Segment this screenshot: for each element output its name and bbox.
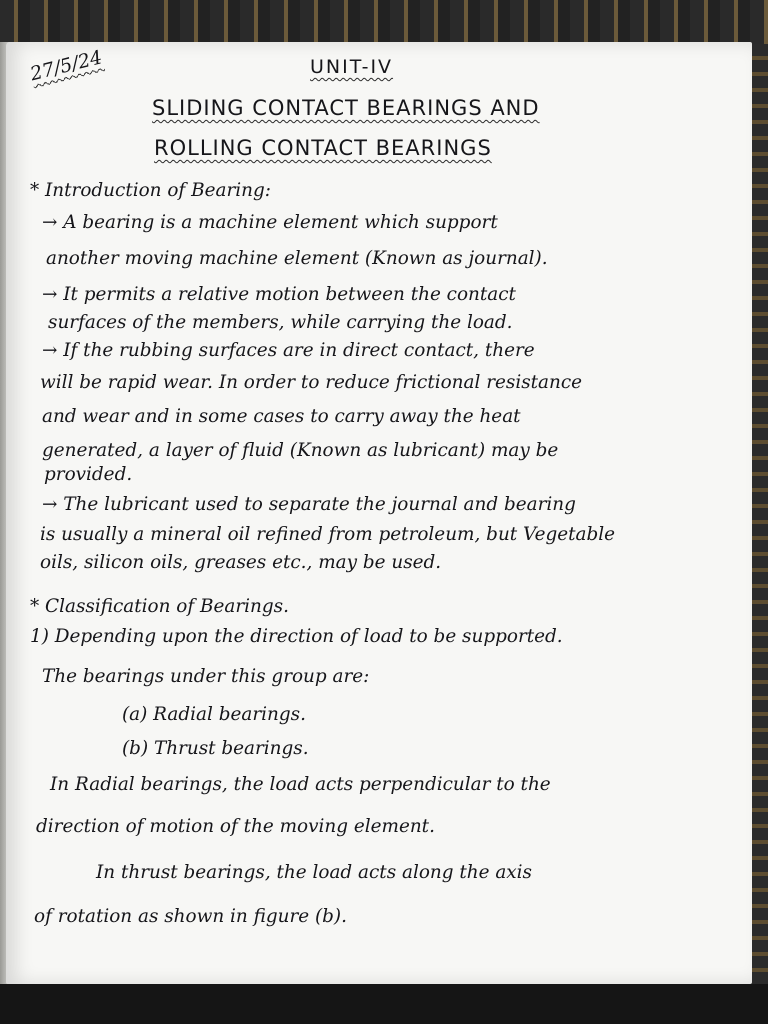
- background-bottom: [0, 984, 768, 1024]
- note-line: 1) Depending upon the direction of load to be supported.: [30, 626, 563, 647]
- note-line: In Radial bearings, the load acts perpendicular to the: [50, 774, 551, 795]
- note-line: In thrust bearings, the load acts along the axis: [96, 862, 532, 883]
- note-line: will be rapid wear. In order to reduce frictional resistance: [40, 372, 583, 393]
- note-line: another moving machine element (Known as journal).: [46, 248, 548, 269]
- fabric-background-top: [0, 0, 768, 44]
- note-line: of rotation as shown in figure (b).: [34, 906, 347, 927]
- note-line: is usually a mineral oil refined from petroleum, but Vegetable: [40, 524, 616, 545]
- section-heading-introduction: * Introduction of Bearing:: [30, 180, 271, 201]
- list-item: (b) Thrust bearings.: [122, 738, 309, 759]
- title-line-1: SLIDING CONTACT BEARINGS AND: [152, 96, 540, 120]
- note-line: and wear and in some cases to carry away the heat: [42, 406, 521, 427]
- note-line: → A bearing is a machine element which support: [42, 212, 498, 233]
- date: 27/5/24: [28, 46, 105, 86]
- note-line: direction of motion of the moving element.: [36, 816, 435, 837]
- note-line: surfaces of the members, while carrying the load.: [48, 312, 513, 333]
- section-heading-classification: * Classification of Bearings.: [30, 596, 289, 617]
- unit-heading: UNIT-IV: [310, 56, 394, 78]
- note-line: generated, a layer of fluid (Known as lubricant) may be: [42, 440, 559, 461]
- note-line: → The lubricant used to separate the journal and bearing: [42, 494, 576, 515]
- note-line: provided.: [44, 464, 133, 485]
- note-line: → It permits a relative motion between the contact: [42, 284, 516, 305]
- note-line: oils, silicon oils, greases etc., may be used.: [40, 552, 442, 573]
- note-line: → If the rubbing surfaces are in direct contact, there: [42, 340, 535, 361]
- title-line-2: ROLLING CONTACT BEARINGS: [154, 136, 492, 160]
- note-line: The bearings under this group are:: [42, 666, 370, 687]
- list-item: (a) Radial bearings.: [122, 704, 306, 725]
